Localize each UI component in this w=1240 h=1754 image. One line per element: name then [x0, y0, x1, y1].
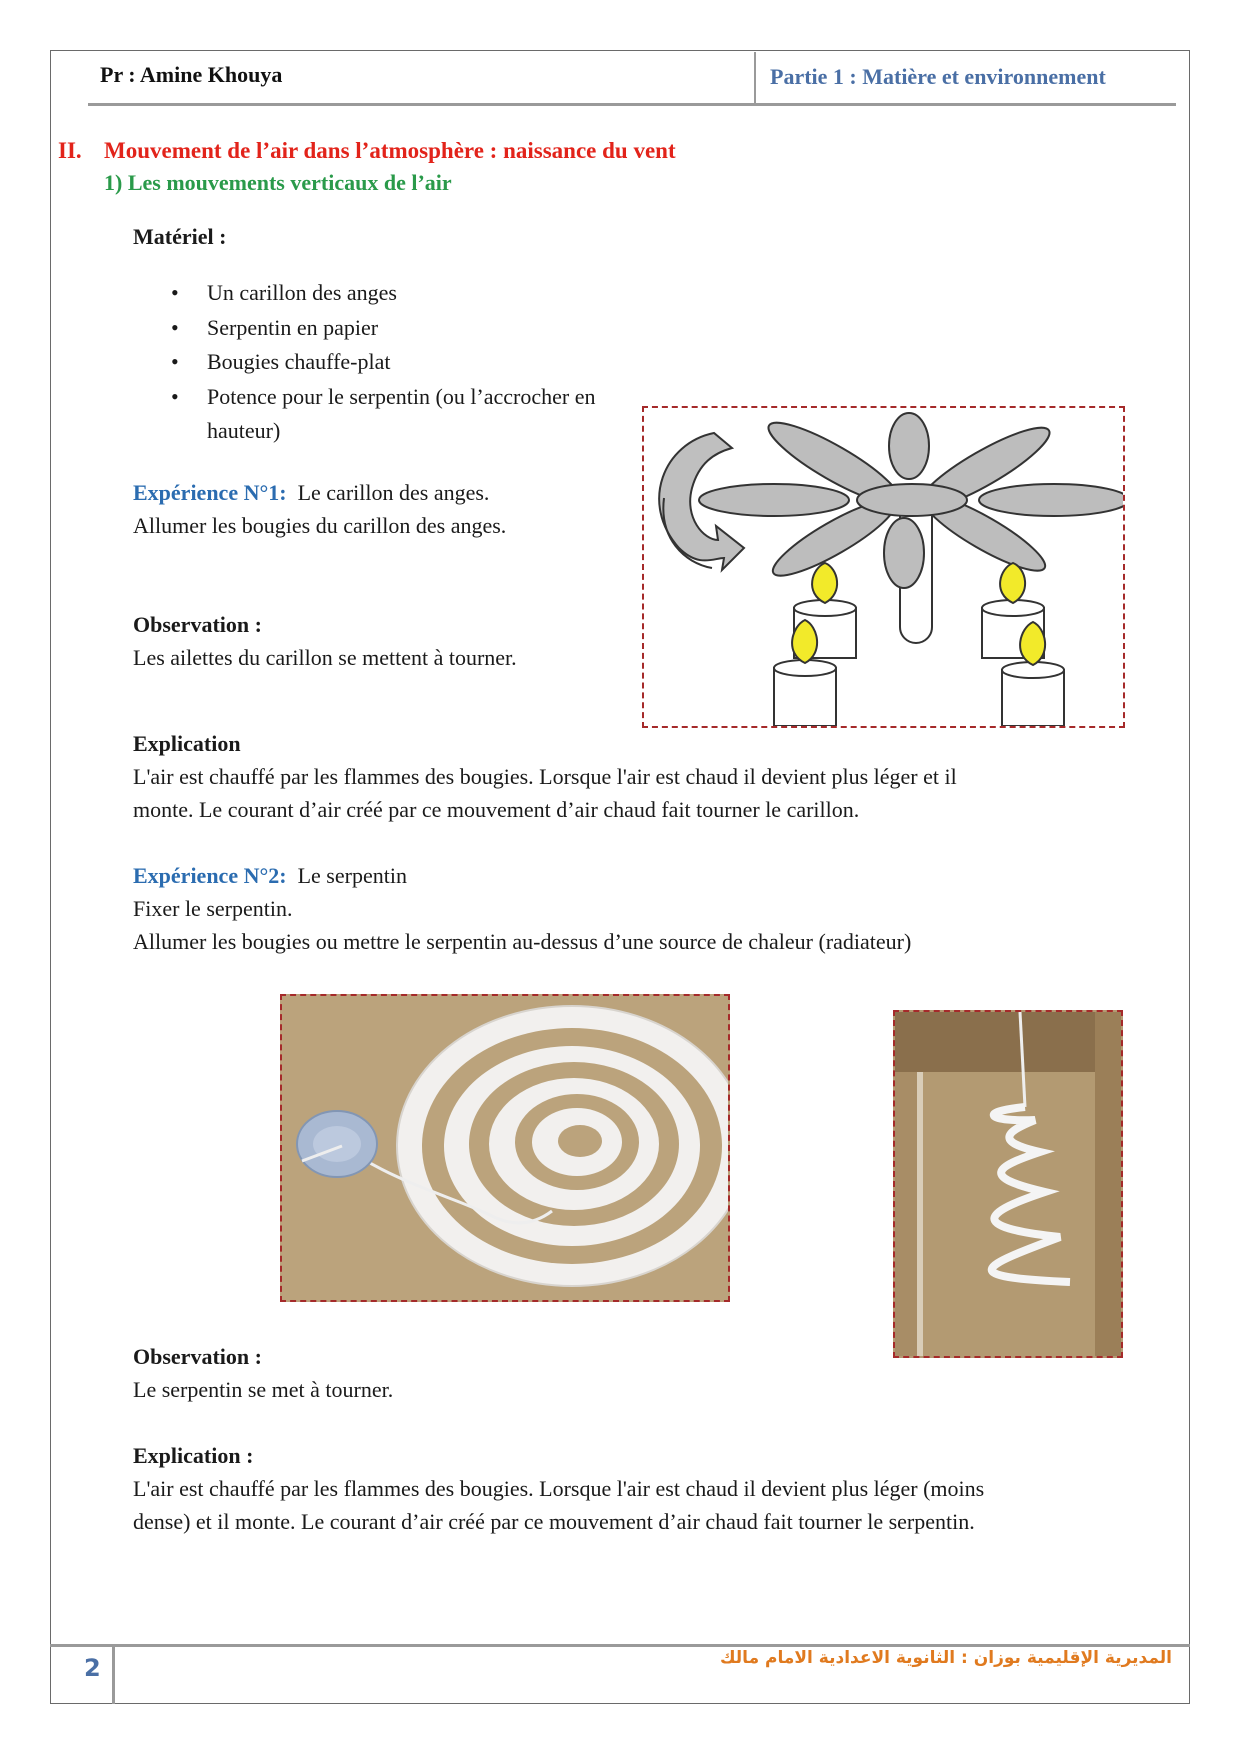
- list-item: • Un carillon des anges: [165, 276, 645, 311]
- exp2-observation-heading: Observation :: [133, 1344, 262, 1369]
- exp2-explanation-heading: Explication :: [133, 1443, 254, 1468]
- exp2-title: Le serpentin: [297, 863, 407, 888]
- list-item: • Bougies chauffe-plat: [165, 345, 645, 380]
- exp1-explanation-line2: monte. Le courant d’air créé par ce mouvement d’air chaud fait tourner le carillon.: [133, 797, 860, 822]
- materiel-heading: Matériel :: [133, 224, 227, 249]
- exp2-heading: [133, 859, 407, 892]
- carillon-drawing: [644, 408, 1125, 728]
- exp2-observation-text: Le serpentin se met à tourner.: [133, 1377, 394, 1402]
- exp2-explanation-line2: dense) et il monte. Le courant d’air créé par ce mouvement d’air chaud fait tourner le serpentin.: [133, 1509, 975, 1534]
- footer-rule: [50, 1644, 1190, 1647]
- exp1-explanation-line1: L'air est chauffé par les flammes des bougies. Lorsque l'air est chaud il devient plus léger et il: [133, 764, 957, 789]
- header-divider: [754, 52, 756, 104]
- exp2-line1: Fixer le serpentin.: [133, 896, 293, 921]
- header-rule: [88, 103, 1176, 106]
- subsection-title: 1) Les mouvements verticaux de l’air: [104, 170, 452, 195]
- exp2-line2: Allumer les bougies ou mettre le serpentin au-dessus d’une source de chaleur (radiateur): [133, 929, 912, 954]
- exp1-explanation-heading: Explication: [133, 731, 241, 756]
- exp1-observation-text: Les ailettes du carillon se mettent à tourner.: [133, 645, 517, 670]
- serpentin-flat-drawing: [282, 996, 730, 1302]
- serpentin-hanging-drawing: [895, 1012, 1123, 1358]
- part-label: Partie 1 : Matière et environnement: [770, 64, 1106, 89]
- list-item: • Potence pour le serpentin (ou l’accrocher en hauteur): [165, 380, 645, 449]
- exp1-instruction: Allumer les bougies du carillon des anges.: [133, 513, 507, 538]
- exp1-title: Le carillon des anges.: [297, 480, 490, 505]
- exp2-label: Expérience N°2:: [133, 863, 287, 888]
- exp1-observation-heading: Observation :: [133, 612, 262, 637]
- page-number: 2: [84, 1654, 101, 1682]
- author-label: Pr : Amine Khouya: [100, 62, 283, 87]
- list-item: • Serpentin en papier: [165, 311, 645, 346]
- section-title: Mouvement de l’air dans l’atmosphère : naissance du vent: [104, 138, 676, 163]
- section-number: II.: [58, 138, 82, 163]
- exp1-label: Expérience N°1:: [133, 480, 287, 505]
- carillon-figure: [642, 406, 1125, 728]
- serpentin-hanging-photo: [893, 1010, 1123, 1358]
- footer-divider: [112, 1644, 115, 1704]
- exp1-heading: [133, 476, 489, 509]
- school-label: المديرية الإقليمية بوزان : الثانوية الاعدادية الامام مالك: [719, 1648, 1172, 1668]
- serpentin-flat-photo: [280, 994, 730, 1302]
- materiel-list: [165, 276, 645, 449]
- exp2-explanation-line1: L'air est chauffé par les flammes des bougies. Lorsque l'air est chaud il devient plus léger (moins: [133, 1476, 985, 1501]
